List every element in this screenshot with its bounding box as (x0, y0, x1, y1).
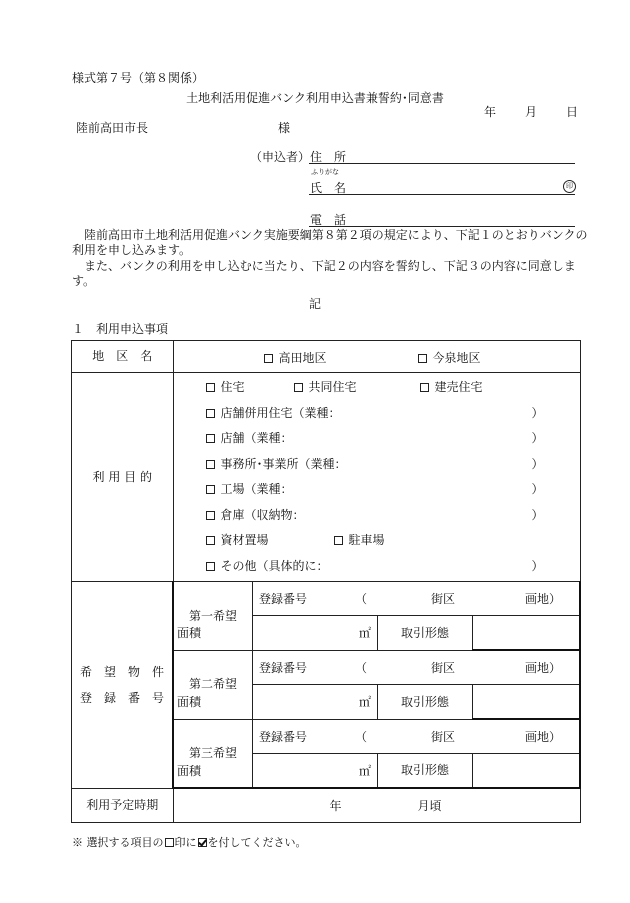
checkbox-icon[interactable] (206, 485, 215, 494)
purpose-line-other (174, 553, 580, 579)
purpose-option-factory[interactable]: 工場（業種： (206, 481, 293, 497)
schedule-label: 利用予定時期 (72, 788, 174, 822)
wish-2-transaction-label: 取引形態 (378, 685, 473, 720)
date-year: 年 (484, 105, 497, 119)
checked-box-icon (198, 838, 207, 847)
purpose-option-material-yard[interactable]: 資材置場 (206, 532, 269, 548)
wish-1-area[interactable]: 面積 ㎡ (253, 616, 378, 651)
form-number: 様式第７号（第８関係） (72, 71, 205, 85)
wish-1-transaction-label: 取引形態 (378, 616, 473, 651)
checkbox-icon[interactable] (206, 511, 215, 520)
purpose-option-other[interactable]: その他（具体的に： (206, 558, 329, 574)
close-paren: ） (531, 431, 544, 445)
ki-marker: 記 (308, 297, 321, 311)
name-label: 氏 名 (310, 181, 347, 195)
purpose-line-factory (174, 476, 580, 502)
checkbox-icon[interactable] (206, 409, 215, 418)
name-line[interactable] (309, 194, 575, 195)
purpose-option-store[interactable]: 店舗（業種： (206, 430, 293, 446)
address-label: 住 所 (310, 150, 347, 164)
phone-line[interactable] (309, 226, 575, 227)
purpose-line-office (174, 451, 580, 477)
wish-3-registration[interactable]: 登録番号 （ 街区 画地） (253, 719, 581, 754)
applicant-label: （申込者） (250, 150, 311, 164)
purpose-option-warehouse[interactable]: 倉庫（収納物： (206, 507, 305, 523)
purpose-options (173, 373, 580, 582)
property-label: 希 望 物 件 登 録 番 号 (72, 582, 174, 789)
purpose-line-store (174, 425, 580, 451)
checkbox-icon[interactable] (334, 536, 343, 545)
wish-2-registration[interactable]: 登録番号 （ 街区 画地） (253, 650, 581, 685)
purpose-line-store-house (174, 400, 580, 426)
close-paren: ） (531, 482, 544, 496)
purpose-option-built-for-sale[interactable]: 建売住宅 (420, 379, 483, 395)
wish-1-reg-row (72, 582, 581, 616)
purpose-line-warehouse (174, 502, 580, 528)
honorific: 様 (278, 121, 291, 135)
wish-3-transaction-value[interactable] (473, 754, 581, 789)
close-paren: ） (531, 405, 544, 420)
date-month: 月 (525, 105, 538, 119)
purpose-option-apartment[interactable]: 共同住宅 (294, 379, 357, 395)
purpose-option-parking[interactable]: 駐車場 (334, 532, 385, 548)
footnote: ※ 選択する項目の 印に を付してください。 (72, 836, 307, 849)
checkbox-icon[interactable] (264, 354, 273, 363)
section-heading: １ 利用申込事項 (72, 322, 169, 336)
checkbox-icon[interactable] (294, 383, 303, 392)
purpose-label: 利 用 目 的 (72, 373, 174, 582)
checkbox-icon[interactable] (206, 460, 215, 469)
furigana-label: ふりがな (311, 168, 339, 176)
application-table (71, 340, 581, 823)
district-option-imaizumi[interactable]: 今泉地区 (418, 350, 481, 366)
wish-2-label: 第二希望 (173, 650, 253, 719)
schedule-row (72, 788, 581, 822)
close-paren: ） (531, 558, 544, 573)
schedule-value[interactable]: 年 月頃 (173, 788, 580, 822)
district-options (173, 341, 580, 373)
purpose-line-residential (174, 374, 580, 400)
district-label: 地 区 名 (72, 341, 174, 373)
purpose-line-yard (174, 527, 580, 553)
checkbox-icon[interactable] (206, 434, 215, 443)
district-option-takata[interactable]: 高田地区 (264, 350, 327, 366)
purpose-row (72, 373, 581, 582)
address-line[interactable] (309, 163, 575, 164)
date-day: 日 (566, 105, 579, 119)
purpose-option-house[interactable]: 住宅 (206, 379, 245, 395)
phone-label: 電 話 (310, 213, 347, 227)
close-paren: ） (531, 507, 544, 522)
checkbox-icon[interactable] (206, 383, 215, 392)
checkbox-icon[interactable] (420, 383, 429, 392)
close-paren: ） (531, 456, 544, 471)
purpose-option-store-house[interactable]: 店舗併用住宅（業種： (206, 405, 341, 421)
checkbox-icon[interactable] (206, 536, 215, 545)
wish-1-transaction-value[interactable] (473, 616, 581, 651)
wish-2-area[interactable]: 面積 ㎡ (253, 685, 378, 720)
empty-checkbox-icon (165, 838, 174, 847)
document-title: 土地利活用促進バンク利用申込書兼誓約･同意書 (186, 91, 444, 105)
purpose-option-office[interactable]: 事務所･事業所（業種： (206, 456, 347, 472)
checkbox-icon[interactable] (418, 354, 427, 363)
checkbox-icon[interactable] (206, 562, 215, 571)
district-row (72, 341, 581, 373)
wish-3-transaction-label: 取引形態 (378, 754, 473, 789)
wish-3-area[interactable]: 面積 ㎡ (253, 754, 378, 789)
seal-mark: 印 (563, 180, 576, 193)
paragraph-application: 陸前高田市土地利活用促進バンク実施要綱第８第２項の規定により、下記１のとおりバンクの利用を申し込みます。 (72, 228, 588, 257)
wish-3-label: 第三希望 (173, 719, 253, 788)
wish-1-label: 第一希望 (173, 582, 253, 651)
addressee: 陸前高田市長 (76, 121, 149, 135)
wish-2-transaction-value[interactable] (473, 685, 581, 720)
wish-1-registration[interactable]: 登録番号 （ 街区 画地） (253, 582, 581, 616)
paragraph-pledge: また、バンクの利用を申し込むに当たり、下記２の内容を誓約し、下記３の内容に同意します。 (72, 259, 576, 288)
